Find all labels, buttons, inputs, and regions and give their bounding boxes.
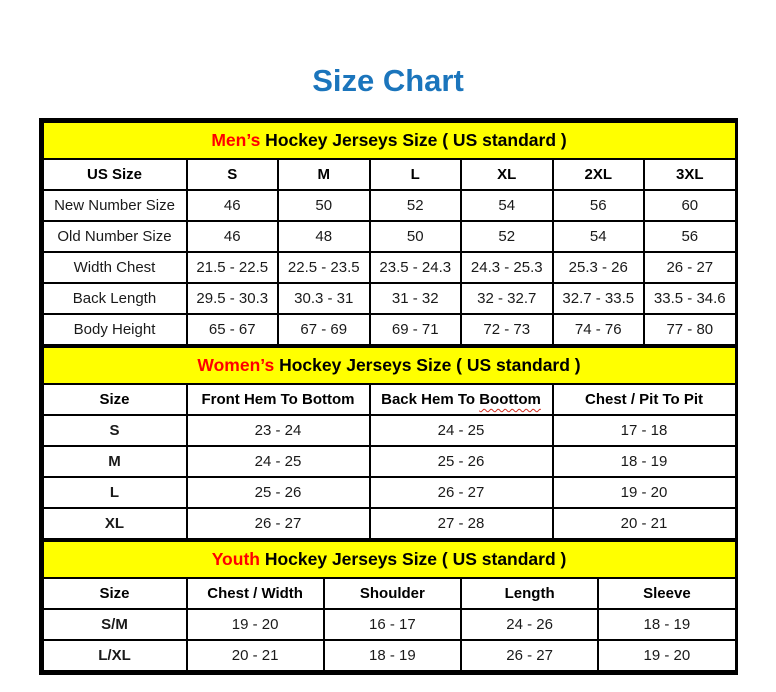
size-value-cell: 20 - 21 [187, 640, 324, 671]
table-row [43, 477, 736, 508]
table-row [43, 446, 736, 477]
youth-size-table [42, 540, 737, 672]
womens-size-table [42, 346, 737, 540]
column-header: M [278, 159, 370, 190]
size-value-cell: 24 - 25 [370, 415, 553, 446]
row-label: S/M [43, 609, 187, 640]
size-value-cell: 18 - 19 [598, 609, 735, 640]
row-label: L [43, 477, 187, 508]
column-header: 3XL [644, 159, 736, 190]
section-banner-text: Hockey Jerseys Size ( US standard ) [274, 355, 581, 376]
size-value-cell: 67 - 69 [278, 314, 370, 345]
row-label: Old Number Size [43, 221, 187, 252]
row-label: L/XL [43, 640, 187, 671]
size-value-cell: 22.5 - 23.5 [278, 252, 370, 283]
size-value-cell: 27 - 28 [370, 508, 553, 539]
table-row [43, 541, 736, 578]
size-value-cell: 56 [644, 221, 736, 252]
size-value-cell: 23 - 24 [187, 415, 370, 446]
table-row [43, 508, 736, 539]
row-label: Body Height [43, 314, 187, 345]
size-value-cell: 18 - 19 [553, 446, 736, 477]
size-value-cell: 24 - 26 [461, 609, 598, 640]
size-value-cell: 26 - 27 [644, 252, 736, 283]
column-header: S [187, 159, 279, 190]
size-value-cell: 32 - 32.7 [461, 283, 553, 314]
column-header: Chest / Pit To Pit [553, 384, 736, 415]
size-value-cell: 25 - 26 [370, 446, 553, 477]
table-row [43, 640, 736, 671]
column-header: Sleeve [598, 578, 735, 609]
misspelled-word: Boottom [479, 391, 541, 409]
size-value-cell: 60 [644, 190, 736, 221]
column-header [370, 384, 553, 415]
row-label: S [43, 415, 187, 446]
table-row [43, 609, 736, 640]
column-header-text: Back Hem To [381, 391, 480, 409]
size-value-cell: 46 [187, 190, 279, 221]
table-header-row [43, 384, 736, 415]
size-value-cell: 69 - 71 [370, 314, 462, 345]
size-value-cell: 33.5 - 34.6 [644, 283, 736, 314]
size-value-cell: 19 - 20 [598, 640, 735, 671]
column-header: Size [43, 384, 187, 415]
womens-section-banner [43, 347, 736, 384]
table-row [43, 221, 736, 252]
size-value-cell: 30.3 - 31 [278, 283, 370, 314]
size-value-cell: 50 [278, 190, 370, 221]
section-name-highlight: Women’s [197, 355, 275, 376]
size-value-cell: 31 - 32 [370, 283, 462, 314]
table-row [43, 252, 736, 283]
row-label: Width Chest [43, 252, 187, 283]
table-header-row [43, 159, 736, 190]
column-header: L [370, 159, 462, 190]
section-banner-text: Hockey Jerseys Size ( US standard ) [260, 130, 567, 151]
table-row [43, 190, 736, 221]
size-value-cell: 26 - 27 [187, 508, 370, 539]
table-row [43, 347, 736, 384]
youth-section-banner [43, 541, 736, 578]
column-header: XL [461, 159, 553, 190]
size-value-cell: 21.5 - 22.5 [187, 252, 279, 283]
size-value-cell: 26 - 27 [370, 477, 553, 508]
table-row [43, 415, 736, 446]
size-value-cell: 17 - 18 [553, 415, 736, 446]
size-value-cell: 29.5 - 30.3 [187, 283, 279, 314]
column-header: Size [43, 578, 187, 609]
size-value-cell: 26 - 27 [461, 640, 598, 671]
size-value-cell: 19 - 20 [187, 609, 324, 640]
column-header: Length [461, 578, 598, 609]
size-value-cell: 52 [370, 190, 462, 221]
column-header: Front Hem To Bottom [187, 384, 370, 415]
size-value-cell: 46 [187, 221, 279, 252]
size-value-cell: 25 - 26 [187, 477, 370, 508]
page-title: Size Chart [312, 63, 464, 98]
mens-section-banner [43, 122, 736, 159]
size-value-cell: 32.7 - 33.5 [553, 283, 645, 314]
row-label: M [43, 446, 187, 477]
table-row [43, 314, 736, 345]
size-chart [39, 118, 738, 675]
table-header-row [43, 578, 736, 609]
table-row [43, 122, 736, 159]
size-value-cell: 20 - 21 [553, 508, 736, 539]
row-label: Back Length [43, 283, 187, 314]
size-value-cell: 23.5 - 24.3 [370, 252, 462, 283]
size-value-cell: 48 [278, 221, 370, 252]
column-header: Chest / Width [187, 578, 324, 609]
size-value-cell: 77 - 80 [644, 314, 736, 345]
size-value-cell: 16 - 17 [324, 609, 461, 640]
size-value-cell: 18 - 19 [324, 640, 461, 671]
column-header: Shoulder [324, 578, 461, 609]
row-label: New Number Size [43, 190, 187, 221]
column-header: 2XL [553, 159, 645, 190]
row-label: XL [43, 508, 187, 539]
section-name-highlight: Men’s [211, 130, 261, 151]
size-value-cell: 52 [461, 221, 553, 252]
size-value-cell: 54 [461, 190, 553, 221]
size-value-cell: 65 - 67 [187, 314, 279, 345]
section-banner-text: Hockey Jerseys Size ( US standard ) [259, 549, 567, 570]
size-value-cell: 72 - 73 [461, 314, 553, 345]
table-row [43, 283, 736, 314]
size-value-cell: 25.3 - 26 [553, 252, 645, 283]
size-value-cell: 56 [553, 190, 645, 221]
size-value-cell: 19 - 20 [553, 477, 736, 508]
mens-size-table [42, 121, 737, 346]
size-value-cell: 54 [553, 221, 645, 252]
size-value-cell: 24.3 - 25.3 [461, 252, 553, 283]
size-value-cell: 50 [370, 221, 462, 252]
section-name-highlight: Youth [211, 549, 260, 570]
size-value-cell: 24 - 25 [187, 446, 370, 477]
column-header: US Size [43, 159, 187, 190]
size-value-cell: 74 - 76 [553, 314, 645, 345]
